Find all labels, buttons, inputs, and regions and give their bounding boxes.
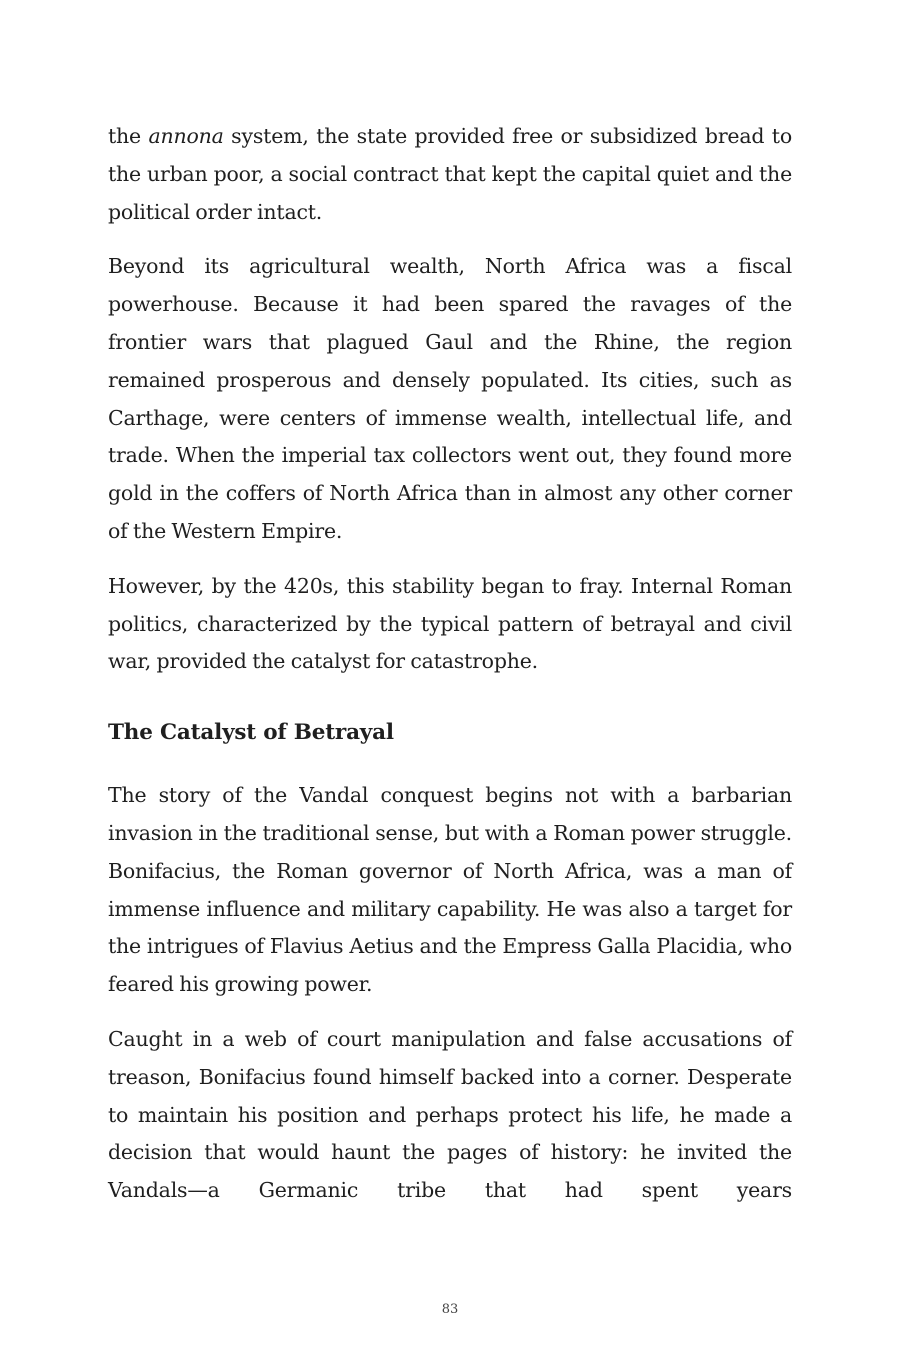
paragraph-fiscal-powerhouse: Beyond its agricultural wealth, North Africa was a fiscal powerhouse. Because it had been spared the ravages of the frontier wars that plagued Gaul and the Rhine, the region remained prosperous and densely populated. Its cities, such as Carthage, were centers of immense wealth, intellectual life, and trade. When the imperial tax collectors went out, they found more gold in the coffers of North Africa than in almost any other corner of the Western Empire. (108, 254, 792, 543)
paragraph-vandal-conquest: The story of the Vandal conquest begins not with a barbarian invasion in the traditional sense, but with a Roman power struggle. Bonifacius, the Roman governor of North Africa, was a man of immense influence and military capability. He was also a target for the intrigues of Flavius Aetius and the Empress Galla Placidia, who feared his growing power. (108, 783, 792, 997)
section-heading: The Catalyst of Betrayal (108, 720, 394, 746)
paragraph-bonifacius-decision: Caught in a web of court manipulation and false accusations of treason, Bonifacius found himself backed into a corner. Desperate to maintain his position and perhaps protect his life, he made a decision that would haunt the pages of history: he invited the Vandals—a Germanic tribe that had spent years (108, 1026, 792, 1203)
paragraph-annona (108, 118, 792, 231)
annona-term: annona (148, 124, 224, 148)
paragraph-stability-fray: However, by the 420s, this stability began to fray. Internal Roman politics, characterized by the typical pattern of betrayal and civil war, provided the catalyst for catastrophe. (108, 573, 792, 674)
page-body (108, 118, 792, 1227)
page-number: 83 (441, 1302, 459, 1317)
paragraph-annona-lead: the (108, 124, 149, 148)
paragraph-annona-rest: system, the state provided free or subsidized bread to the urban poor, a social contract that kept the capital quiet and the political order intact. (108, 124, 792, 224)
